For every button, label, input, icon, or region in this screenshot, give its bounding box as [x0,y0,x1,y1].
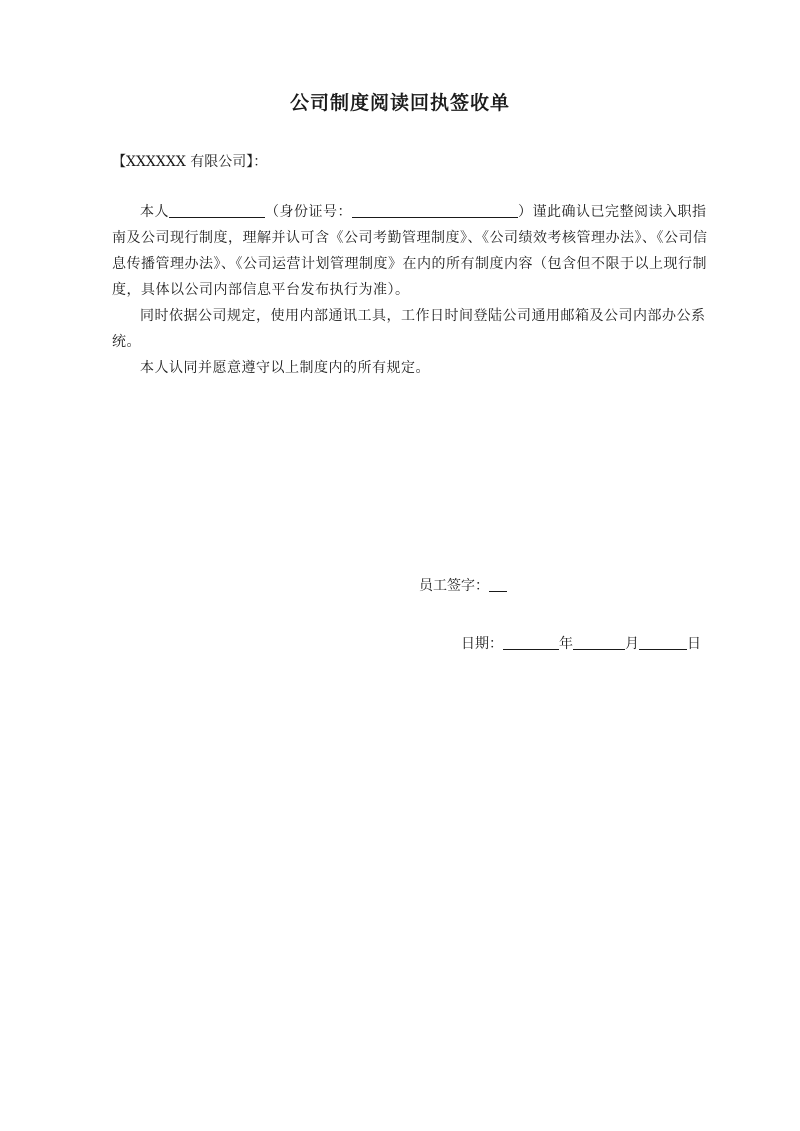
id-number-label: （身份证号： [265,204,352,220]
date-line [461,633,701,653]
addressee-line: 【XXXXXX 有限公司】： [112,154,268,170]
year-label: 年 [559,636,573,652]
employee-signature-line [419,575,507,595]
day-label: 日 [687,636,701,652]
id-number-blank[interactable] [352,201,518,218]
agreement-paragraph: 本人认同并愿意遵守以上制度内的所有规定。 [140,360,430,376]
id-number-close: ） [518,204,533,220]
date-label: 日期： [461,636,503,652]
document-body [112,199,712,381]
communication-paragraph: 同时依据公司规定，使用内部通讯工具，工作日时间登陆公司通用邮箱及公司内部办公系统。 [112,308,706,350]
name-blank[interactable] [169,201,265,218]
self-label: 本人 [140,204,169,220]
document-title: 公司制度阅读回执签收单 [289,92,510,114]
signature-blank[interactable] [489,575,507,592]
day-blank[interactable] [639,633,687,650]
signature-label: 员工签字： [419,578,489,594]
month-blank[interactable] [573,633,625,650]
year-blank[interactable] [503,633,559,650]
confirmation-text: 谨此确认已完整阅读入职指南及公司现行制度，理解并认可含《公司考勤管理制度》、《公司绩效考核管理办法》、《公司信息传播管理办法》、《公司运营计划管理制度》在内的所有制度内容（包含但不限于以上现行制度，具体以公司内部信息平台发布执行为准）。 [112,204,708,298]
month-label: 月 [625,636,639,652]
confirmation-paragraph [112,199,712,303]
